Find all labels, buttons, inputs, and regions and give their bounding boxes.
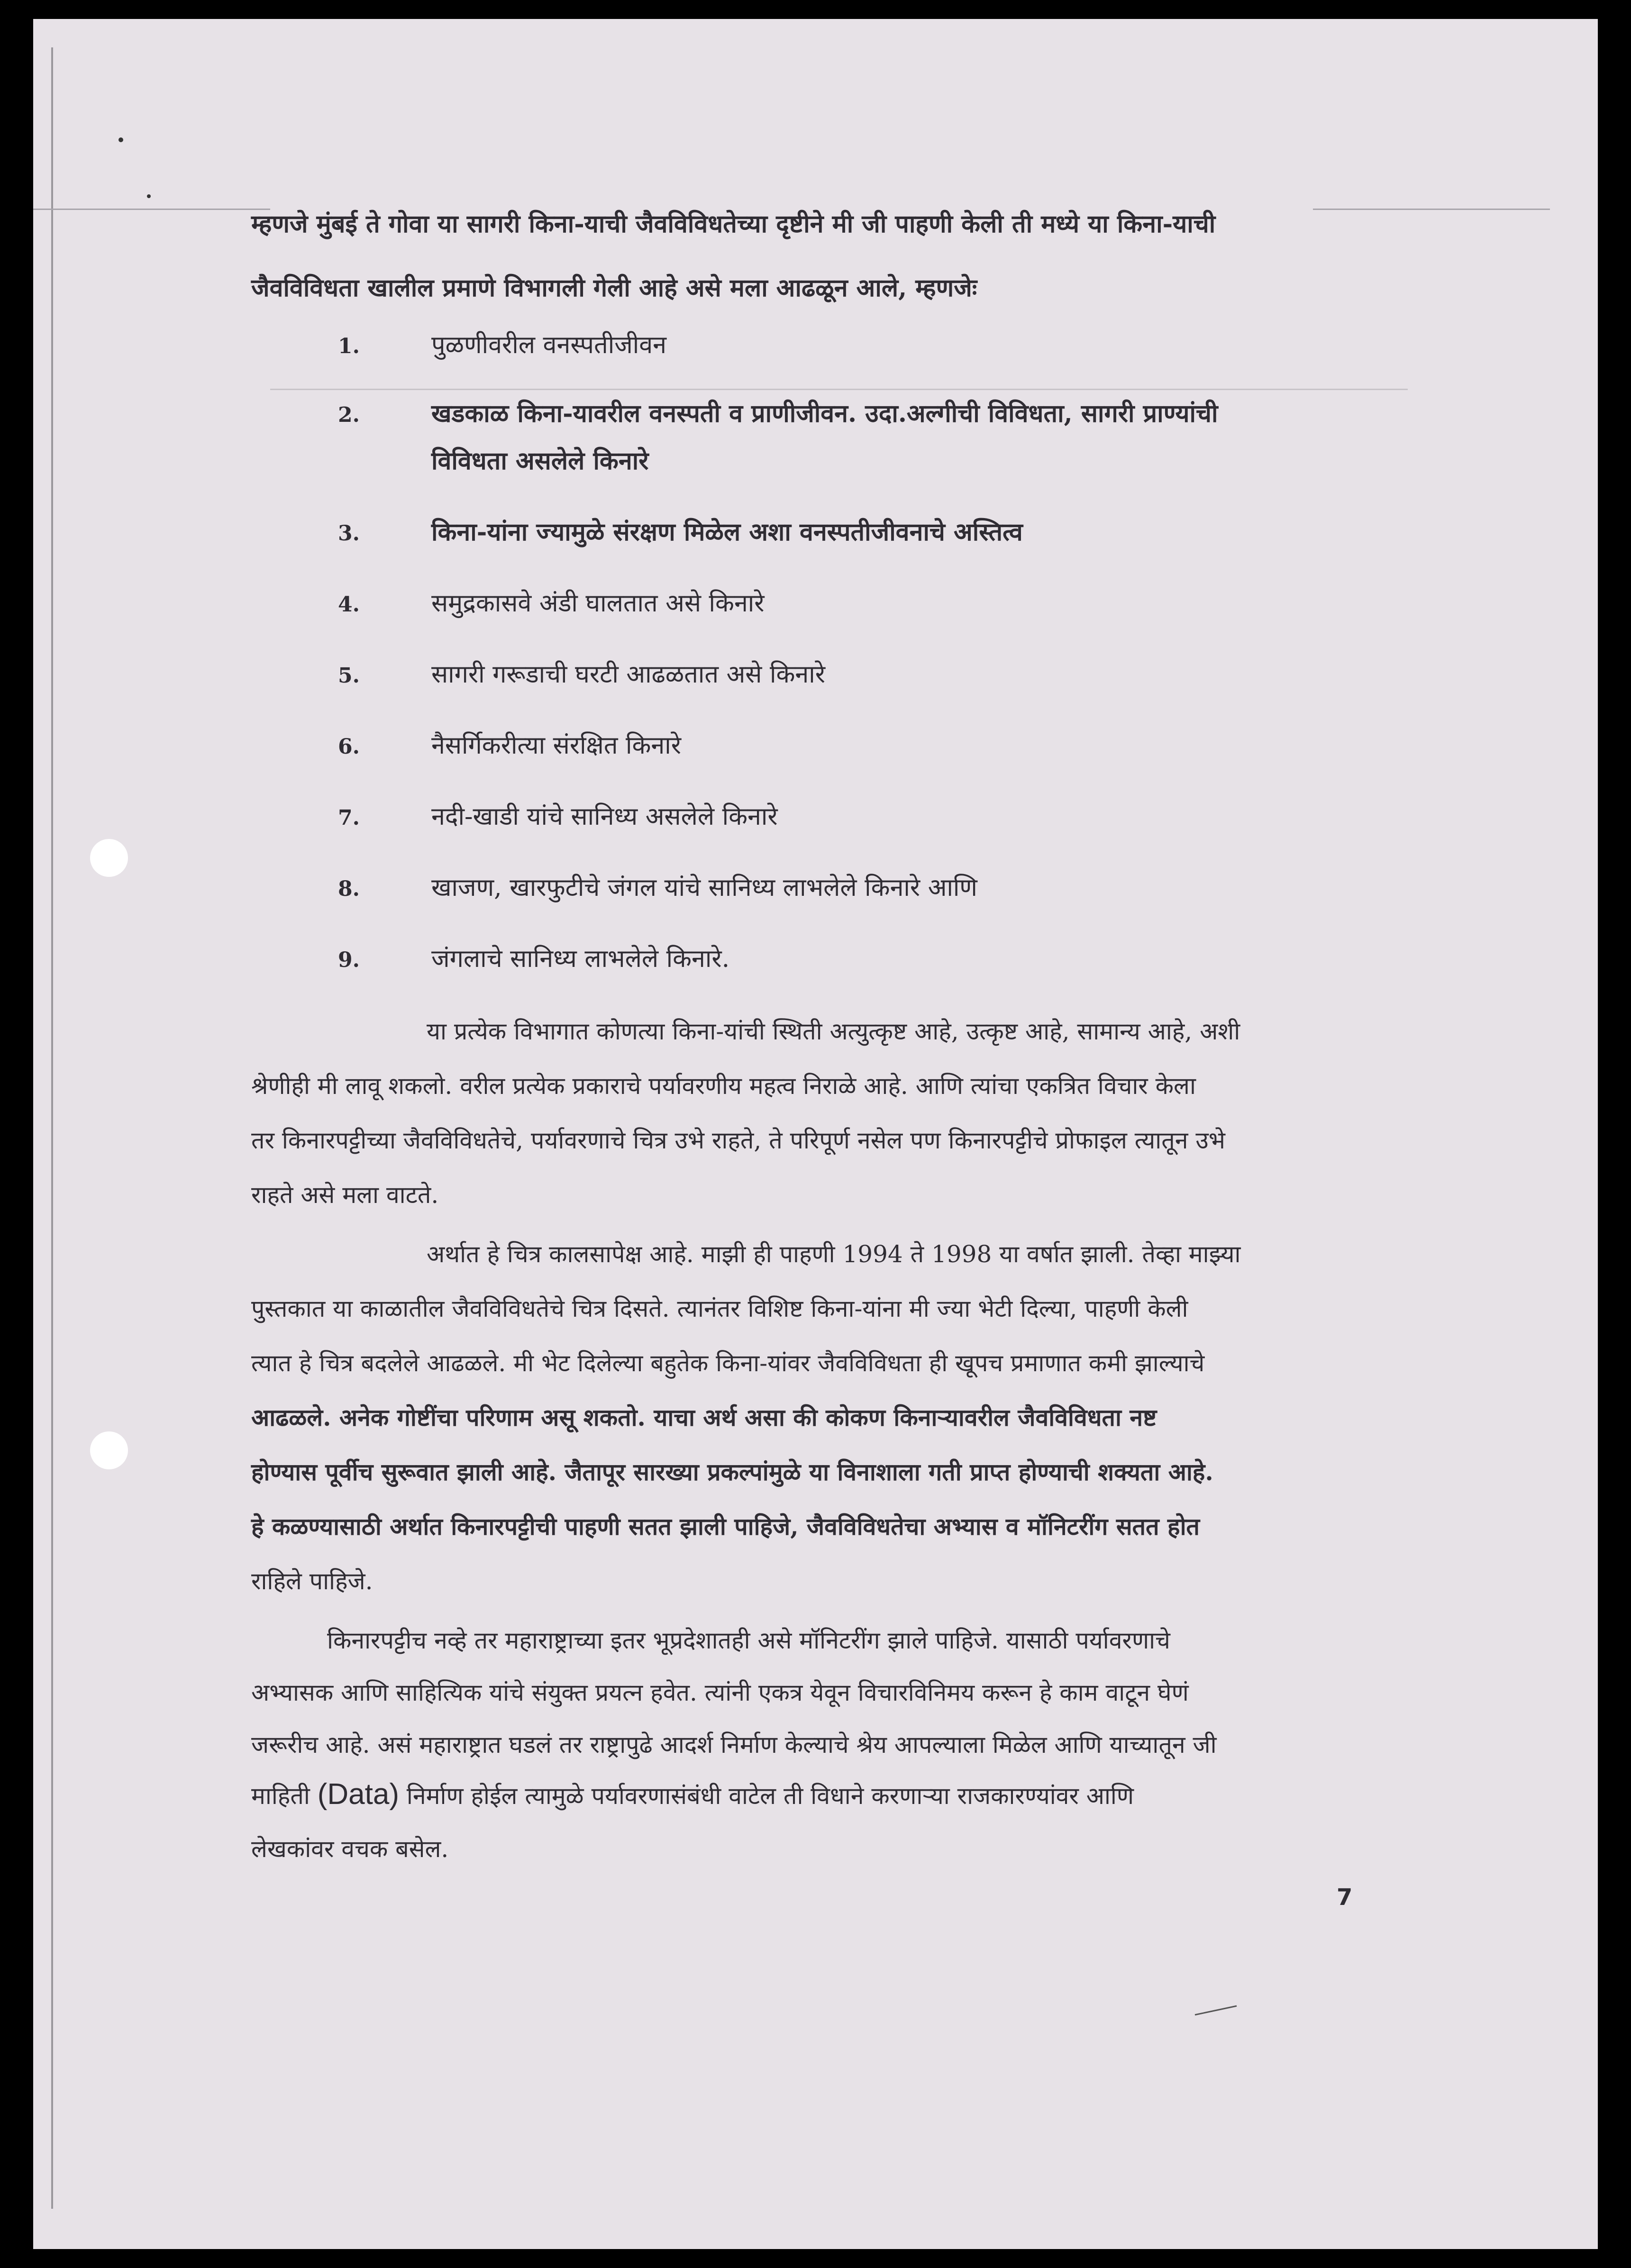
paragraph-line: लेखकांवर वचक बसेल. — [251, 1835, 449, 1863]
scan-streak — [270, 389, 1408, 390]
paragraph-line: राहिले पाहिजे. — [251, 1567, 373, 1595]
speck — [118, 137, 123, 142]
paragraph-line: किनारपट्टीच नव्हे तर महाराष्ट्राच्या इतर भूप्रदेशातही असे मॉनिटरींग झाले पाहिजे. यासाठी पर्यावरणाचे — [327, 1627, 1170, 1654]
list-number: 5. — [338, 664, 360, 688]
scanned-page — [33, 19, 1598, 2249]
paragraph-line — [251, 1777, 1134, 1811]
list-item: पुळणीवरील वनस्पतीजीवन — [431, 331, 667, 359]
paragraph-line: श्रेणीही मी लावू शकलो. वरील प्रत्येक प्रकाराचे पर्यावरणीय महत्व निराळे आहे. आणि त्यांचा एकत्रित विचार केला — [251, 1072, 1196, 1100]
list-item: जंगलाचे सानिध्य लाभलेले किनारे. — [431, 945, 730, 973]
paragraph-line: या प्रत्येक विभागात कोणत्या किना-यांची स्थिती अत्युत्कृष्ट आहे, उत्कृष्ट आहे, सामान्य आहे, अशी — [427, 1018, 1240, 1045]
list-item: खाजण, खारफुटीचे जंगल यांचे सानिध्य लाभलेले किनारे आणि — [431, 874, 977, 902]
paragraph-text: निर्माण होईल त्यामुळे पर्यावरणासंबंधी वाटेल ती विधाने करणाऱ्या राजकारण्यांवर आणि — [406, 1782, 1134, 1810]
list-number: 4. — [338, 592, 360, 617]
list-item: नैसर्गिकरीत्या संरक्षित किनारे — [431, 731, 682, 760]
intro-line: म्हणजे मुंबई ते गोवा या सागरी किना-याची जैवविविधतेच्या दृष्टीने मी जी पाहणी केली ती मध्ये या किना-याची — [251, 209, 1216, 238]
paragraph-line: त्यात हे चित्र बदलेले आढळले. मी भेट दिलेल्या बहुतेक किना-यांवर जैवविविधता ही खूपच प्रमाणात कमी झाल्याचे — [251, 1349, 1205, 1377]
paragraph-line: अर्थात हे चित्र कालसापेक्ष आहे. माझी ही पाहणी 1994 ते 1998 या वर्षात झाली. तेव्हा माझ्या — [427, 1240, 1241, 1268]
paragraph-line: होण्यास पूर्वीच सुरूवात झाली आहे. जैतापूर सारख्या प्रकल्पांमुळे या विनाशाला गती प्राप्त होण्याची शक्यता आहे. — [251, 1458, 1213, 1486]
list-number: 7. — [338, 806, 360, 830]
list-number: 2. — [338, 403, 360, 427]
list-number: 6. — [338, 735, 360, 759]
paragraph-line: राहते असे मला वाटते. — [251, 1181, 439, 1209]
paragraph-line: तर किनारपट्टीच्या जैवविविधतेचे, पर्यावरणाचे चित्र उभे राहते, ते परिपूर्ण नसेल पण किनारपट्टीचे प्रोफाइल त्यातून उभे — [251, 1127, 1225, 1154]
margin-line — [51, 47, 53, 2209]
scan-streak — [33, 209, 270, 210]
list-number: 3. — [338, 521, 360, 546]
paragraph-text: माहिती — [251, 1782, 310, 1810]
pencil-mark — [1195, 2005, 1237, 2016]
list-item: नदी-खाडी यांचे सानिध्य असलेले किनारे — [431, 802, 778, 831]
list-item: विविधता असलेले किनारे — [431, 446, 649, 475]
list-number: 1. — [338, 334, 360, 358]
list-item: सागरी गरूडाची घरटी आढळतात असे किनारे — [431, 660, 825, 689]
scan-streak — [1313, 209, 1550, 210]
data-word: (Data) — [317, 1778, 399, 1811]
paragraph-line: जरूरीच आहे. असं महाराष्ट्रात घडलं तर राष्ट्रापुढे आदर्श निर्माण केल्याचे श्रेय आपल्याला मिळेल आणि याच्यातून जी — [251, 1731, 1217, 1758]
intro-line: जैवविविधता खालील प्रमाणे विभागली गेली आहे असे मला आढळून आले, म्हणजेः — [251, 273, 977, 302]
list-number: 9. — [338, 948, 360, 972]
paragraph-line: पुस्तकात या काळातील जैवविविधतेचे चित्र दिसते. त्यानंतर विशिष्ट किना-यांना मी ज्या भेटी दिल्या, पाहणी केली — [251, 1295, 1188, 1322]
list-item: खडकाळ किना-यावरील वनस्पती व प्राणीजीवन. उदा.अल्गीची विविधता, सागरी प्राण्यांची — [431, 399, 1218, 428]
paragraph-line: हे कळण्यासाठी अर्थात किनारपट्टीची पाहणी सतत झाली पाहिजे, जैवविविधतेचा अभ्यास व मॉनिटरींग सतत होत — [251, 1512, 1200, 1540]
punch-hole — [90, 839, 128, 877]
list-item: समुद्रकासवे अंडी घालतात असे किनारे — [431, 589, 765, 618]
paragraph-line: अभ्यासक आणि साहित्यिक यांचे संयुक्त प्रयत्न हवेत. त्यांनी एकत्र येवून विचारविनिमय करून हे काम वाटून घेणं — [251, 1679, 1189, 1706]
paragraph-line: आढळले. अनेक गोष्टींचा परिणाम असू शकतो. याचा अर्थ असा की कोकण किनाऱ्यावरील जैवविविधता नष्ट — [251, 1403, 1157, 1431]
punch-hole — [90, 1431, 128, 1469]
page-number: 7 — [1337, 1884, 1353, 1911]
list-item: किना-यांना ज्यामुळे संरक्षण मिळेल अशा वनस्पतीजीवनाचे अस्तित्व — [431, 518, 1023, 547]
speck — [147, 194, 151, 198]
list-number: 8. — [338, 877, 360, 901]
